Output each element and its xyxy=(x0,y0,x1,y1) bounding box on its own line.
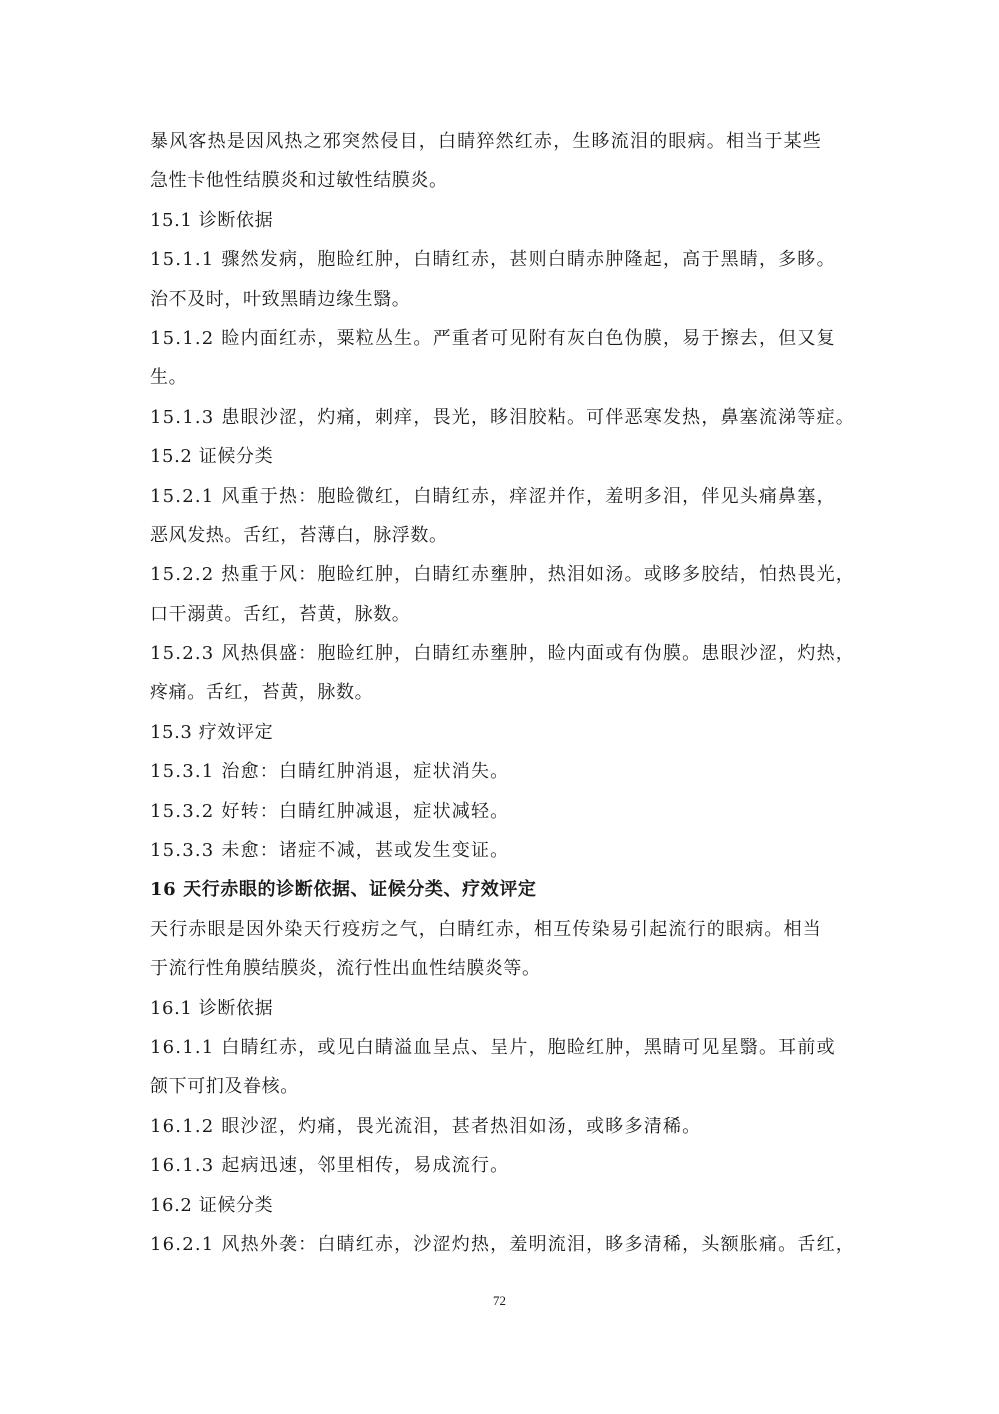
paragraph-line: 16.1.1 白睛红赤，或见白睛溢血呈点、呈片，胞睑红肿，黑睛可见星翳。耳前或 xyxy=(150,1036,836,1058)
paragraph-line: 16.1.3 起病迅速，邻里相传，易成流行。 xyxy=(150,1155,510,1177)
paragraph-continuation-line: 治不及时，叶致黑睛边缘生翳。 xyxy=(150,288,411,310)
paragraph-continuation-line: 于流行性角膜结膜炎，流行性出血性结膜炎等。 xyxy=(150,958,541,980)
paragraph-continuation-line: 口干溺黄。舌红，苔黄，脉数。 xyxy=(150,603,411,625)
paragraph-continuation-line: 恶风发热。舌红，苔薄白，脉浮数。 xyxy=(150,524,448,546)
paragraph-line: 天行赤眼是因外染天行疫疠之气，白睛红赤，相互传染易引起流行的眼病。相当 xyxy=(150,918,822,940)
paragraph-continuation-line: 颌下可扪及眷核。 xyxy=(150,1076,299,1098)
paragraph-line: 15.2.3 风热俱盛：胞睑红肿，白睛红赤壅肿，睑内面或有伪膜。患眼沙涩，灼热， xyxy=(150,643,855,665)
paragraph-line: 15.3.1 治愈：白睛红肿消退，症状消失。 xyxy=(150,761,510,783)
document-body xyxy=(150,122,855,1264)
paragraph-line: 15.3.3 未愈：诸症不减，甚或发生变证。 xyxy=(150,840,510,862)
subsection-heading: 15.2 证候分类 xyxy=(150,446,274,468)
paragraph-line: 暴风客热是因风热之邪突然侵目，白睛猝然红赤，生眵流泪的眼病。相当于某些 xyxy=(150,131,822,152)
subsection-heading: 16.1 诊断依据 xyxy=(150,997,274,1019)
paragraph-continuation-line: 疼痛。舌红，苔黄，脉数。 xyxy=(150,682,374,704)
paragraph-line: 15.2.1 风重于热：胞睑微红，白睛红赤，痒涩并作，羞明多泪，伴见头痛鼻塞， xyxy=(150,485,836,507)
subsection-heading: 16.2 证候分类 xyxy=(150,1194,274,1216)
section-heading: 16 天行赤眼的诊断依据、证候分类、疗效评定 xyxy=(150,879,537,901)
paragraph-continuation-line: 生。 xyxy=(150,367,188,389)
subsection-heading: 15.1 诊断依据 xyxy=(150,209,274,231)
paragraph-line: 15.1.2 睑内面红赤，粟粒丛生。严重者可见附有灰白色伪膜，易于擦去，但又复 xyxy=(150,327,836,349)
paragraph-line: 15.3.2 好转：白睛红肿减退，症状减轻。 xyxy=(150,800,510,822)
paragraph-continuation-line: 急性卡他性结膜炎和过敏性结膜炎。 xyxy=(150,170,448,192)
paragraph-line: 16.1.2 眼沙涩，灼痛，畏光流泪，甚者热泪如汤，或眵多清稀。 xyxy=(150,1115,702,1137)
subsection-heading: 15.3 疗效评定 xyxy=(150,721,274,743)
paragraph-line: 15.2.2 热重于风：胞睑红肿，白睛红赤壅肿，热泪如汤。或眵多胶结，怕热畏光， xyxy=(150,564,855,586)
page-number: 72 xyxy=(493,1293,506,1308)
paragraph-line: 15.1.1 骤然发病，胞睑红肿，白睛红赤，甚则白睛赤肿隆起，高于黑睛，多眵。 xyxy=(150,249,836,271)
paragraph-line: 15.1.3 患眼沙涩，灼痛，刺痒，畏光，眵泪胶粘。可伴恶寒发热，鼻塞流涕等症。 xyxy=(150,406,855,428)
paragraph-line: 16.2.1 风热外袭：白睛红赤，沙涩灼热，羞明流泪，眵多清稀，头额胀痛。舌红， xyxy=(150,1233,855,1255)
